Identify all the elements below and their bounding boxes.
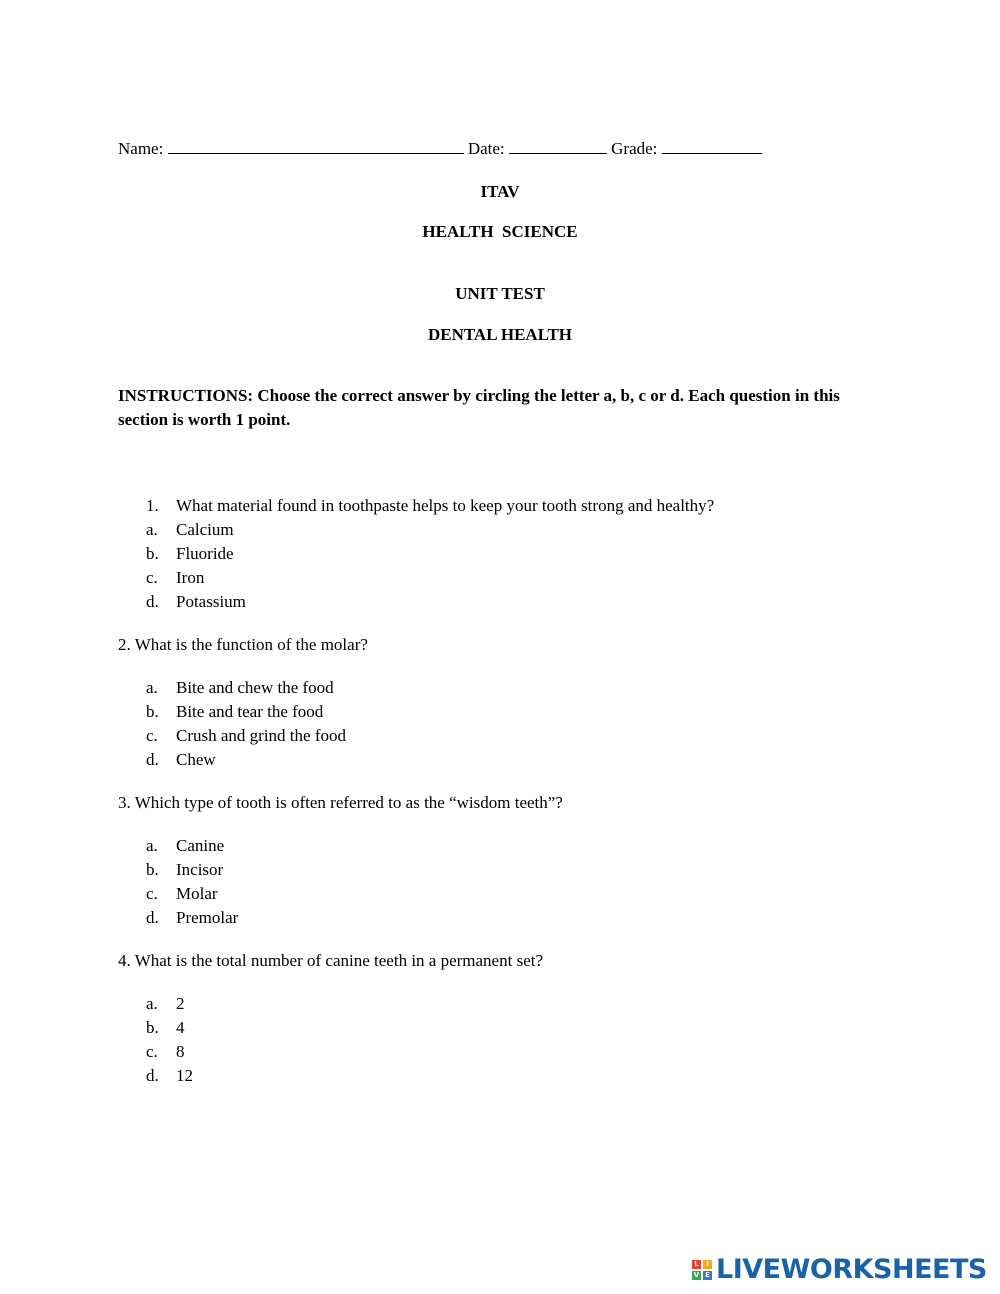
q1-option-a[interactable]: a. Calcium xyxy=(146,520,234,539)
logo-squares-icon: L I V E xyxy=(692,1260,712,1280)
topic-title: DENTAL HEALTH xyxy=(427,325,573,344)
q2-option-b[interactable]: b. Bite and tear the food xyxy=(146,702,324,721)
question-2-text: 2. What is the function of the molar? xyxy=(118,635,368,654)
question-3-text: 3. Which type of tooth is often referred to as the “wisdom teeth”? xyxy=(118,793,563,812)
q3-option-d[interactable]: d. Premolar xyxy=(146,908,239,927)
q1-option-b[interactable]: b. Fluoride xyxy=(146,544,234,563)
q2-option-a[interactable]: a. Bite and chew the food xyxy=(146,678,334,697)
question-4-text: 4. What is the total number of canine teeth in a permanent set? xyxy=(118,951,544,970)
subject-title: HEALTH SCIENCE xyxy=(422,222,578,241)
question-1 xyxy=(146,496,714,516)
date-label: Date: xyxy=(467,139,505,158)
test-title: UNIT TEST xyxy=(455,284,545,303)
q3-option-b[interactable]: b. Incisor xyxy=(146,860,224,879)
q1-option-c[interactable]: c. Iron xyxy=(146,568,205,587)
logo-wordmark: LIVEWORKSHEETS xyxy=(716,1254,987,1285)
instructions: INSTRUCTIONS: Choose the correct answer by circling the letter a, b, c or d. Each question in this section is worth 1 point. xyxy=(118,386,840,429)
question-1-number: 1. xyxy=(146,496,159,515)
student-info-line xyxy=(118,139,762,159)
q4-option-b[interactable]: b. 4 xyxy=(146,1018,185,1037)
q4-option-a[interactable]: a. 2 xyxy=(146,994,185,1013)
grade-field[interactable] xyxy=(662,139,762,154)
q4-option-d[interactable]: d. 12 xyxy=(146,1066,193,1085)
liveworksheets-logo xyxy=(692,1254,987,1285)
date-field[interactable] xyxy=(509,139,607,154)
q2-option-c[interactable]: c. Crush and grind the food xyxy=(146,726,346,745)
q4-option-c[interactable]: c. 8 xyxy=(146,1042,185,1061)
school-title: ITAV xyxy=(480,182,520,201)
grade-label: Grade: xyxy=(611,139,658,158)
q3-option-c[interactable]: c. Molar xyxy=(146,884,218,903)
q3-option-a[interactable]: a. Canine xyxy=(146,836,225,855)
question-1-text: What material found in toothpaste helps to keep your tooth strong and healthy? xyxy=(176,496,715,515)
q1-option-d[interactable]: d. Potassium xyxy=(146,592,246,611)
name-label: Name: xyxy=(118,139,164,158)
q2-option-d[interactable]: d. Chew xyxy=(146,750,216,769)
name-field[interactable] xyxy=(168,139,464,154)
